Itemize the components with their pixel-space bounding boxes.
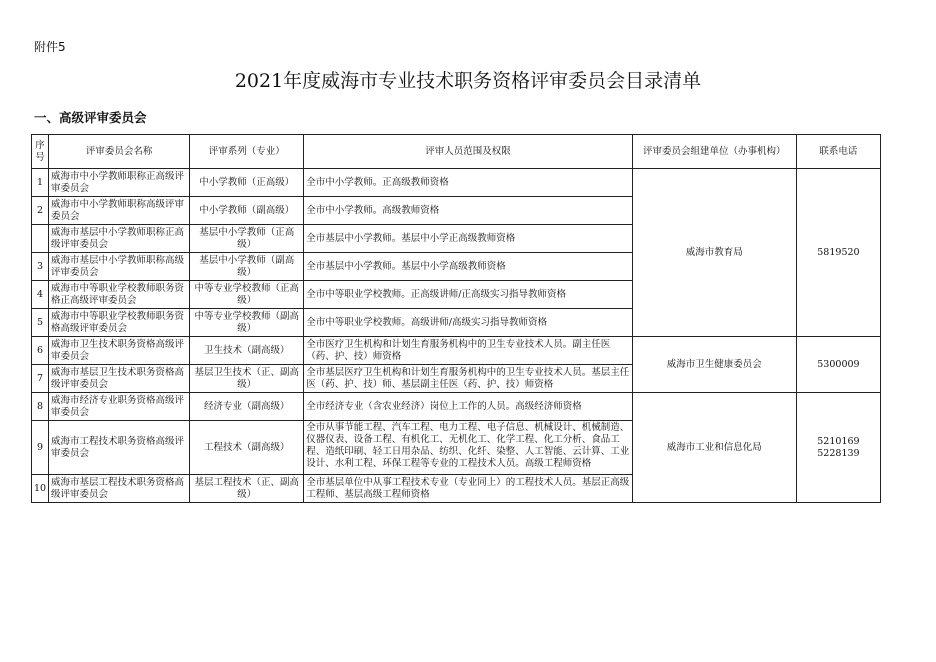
- header-seq: 序号: [32, 135, 49, 169]
- row-scope: 全市中等职业学校教师。高级讲师/高级实习指导教师资格: [304, 309, 632, 337]
- row-name: 威海市经济专业职务资格高级评审委员会: [49, 393, 190, 421]
- row-series: 基层卫生技术（正、副高级）: [190, 365, 304, 393]
- row-scope: 全市基层中小学教师。基层中小学正高级教师资格: [304, 225, 632, 253]
- row-scope: 全市基层单位中从事工程技术专业（专业同上）的工程技术人员。基层正高级工程师、基层高级工程师资格: [304, 475, 632, 503]
- table-header-row: [32, 135, 881, 169]
- row-series: 工程技术（副高级）: [190, 421, 304, 475]
- row-scope: 全市中小学教师。高级教师资格: [304, 197, 632, 225]
- row-name: 威海市基层卫生技术职务资格高级评审委员会: [49, 365, 190, 393]
- group-phone: 5819520: [796, 169, 880, 337]
- row-name: 威海市中等职业学校教师职务资格高级评审委员会: [49, 309, 190, 337]
- row-name: 威海市中等职业学校教师职务资格正高级评审委员会: [49, 281, 190, 309]
- table-row: [32, 393, 881, 421]
- row-series: 基层工程技术（正、副高级）: [190, 475, 304, 503]
- committee-table: [31, 134, 881, 503]
- row-scope: 全市基层医疗卫生机构和计划生育服务机构中的卫生专业技术人员。基层主任医（药、护、技）师、基层副主任医（药、护、技）师资格: [304, 365, 632, 393]
- row-series: 基层中小学教师（正高级）: [190, 225, 304, 253]
- row-series: 中等专业学校教师（正高级）: [190, 281, 304, 309]
- table-row: [32, 337, 881, 365]
- row-seq: 1: [32, 169, 49, 197]
- row-seq: 10: [32, 475, 49, 503]
- table-row: [32, 169, 881, 197]
- row-seq: 2: [32, 197, 49, 225]
- row-series: 卫生技术（副高级）: [190, 337, 304, 365]
- row-name: 威海市基层中小学教师职称高级评审委员会: [49, 253, 190, 281]
- row-seq: 6: [32, 337, 49, 365]
- row-scope: 全市中小学教师。正高级教师资格: [304, 169, 632, 197]
- header-unit: 评审委员会组建单位（办事机构）: [632, 135, 796, 169]
- header-name: 评审委员会名称: [49, 135, 190, 169]
- row-name: 威海市卫生技术职务资格高级评审委员会: [49, 337, 190, 365]
- row-name: 威海市工程技术职务资格高级评审委员会: [49, 421, 190, 475]
- header-scope: 评审人员范围及权限: [304, 135, 632, 169]
- row-scope: 全市经济专业（含农业经济）岗位上工作的人员。高级经济师资格: [304, 393, 632, 421]
- row-series: 中小学教师（正高级）: [190, 169, 304, 197]
- header-phone: 联系电话: [796, 135, 880, 169]
- group-phone: 5210169 5228139: [796, 393, 880, 503]
- group-phone: 5300009: [796, 337, 880, 393]
- row-name: 威海市中小学教师职称正高级评审委员会: [49, 169, 190, 197]
- row-scope: 全市医疗卫生机构和计划生育服务机构中的卫生专业技术人员。副主任医（药、护、技）师资格: [304, 337, 632, 365]
- row-seq: 4: [32, 281, 49, 309]
- row-seq: 7: [32, 365, 49, 393]
- row-name: 威海市基层中小学教师职称正高级评审委员会: [49, 225, 190, 253]
- row-series: 中等专业学校教师（副高级）: [190, 309, 304, 337]
- row-scope: 全市基层中小学教师。基层中小学高级教师资格: [304, 253, 632, 281]
- row-name: 威海市中小学教师职称高级评审委员会: [49, 197, 190, 225]
- row-seq: 8: [32, 393, 49, 421]
- group-unit: 威海市工业和信息化局: [632, 393, 796, 503]
- row-scope: 全市中等职业学校教师。正高级讲师/正高级实习指导教师资格: [304, 281, 632, 309]
- row-seq: 5: [32, 309, 49, 337]
- row-series: 基层中小学教师（副高级）: [190, 253, 304, 281]
- header-series: 评审系列（专业）: [190, 135, 304, 169]
- row-scope: 全市从事节能工程、汽车工程、电力工程、电子信息、机械设计、机械制造、仪器仪表、设备工程、有机化工、无机化工、化学工程、化工分析、食品工程、造纸印刷、轻工日用杂品、纺织、化纤、染整、人工智能、云计算、工业设计、水利工程、环保工程等专业的工程技术人员。高级工程师资格: [304, 421, 632, 475]
- attachment-label: 附件5: [34, 40, 66, 54]
- row-series: 中小学教师（副高级）: [190, 197, 304, 225]
- row-name: 威海市基层工程技术职务资格高级评审委员会: [49, 475, 190, 503]
- group-unit: 威海市卫生健康委员会: [632, 337, 796, 393]
- row-seq: 9: [32, 421, 49, 475]
- group-unit: 威海市教育局: [632, 169, 796, 337]
- page-title: 2021年度威海市专业技术职务资格评审委员会目录清单: [234, 70, 702, 92]
- section-heading: 一、高级评审委员会: [34, 110, 147, 125]
- row-series: 经济专业（副高级）: [190, 393, 304, 421]
- row-seq: [32, 225, 49, 253]
- row-seq: 3: [32, 253, 49, 281]
